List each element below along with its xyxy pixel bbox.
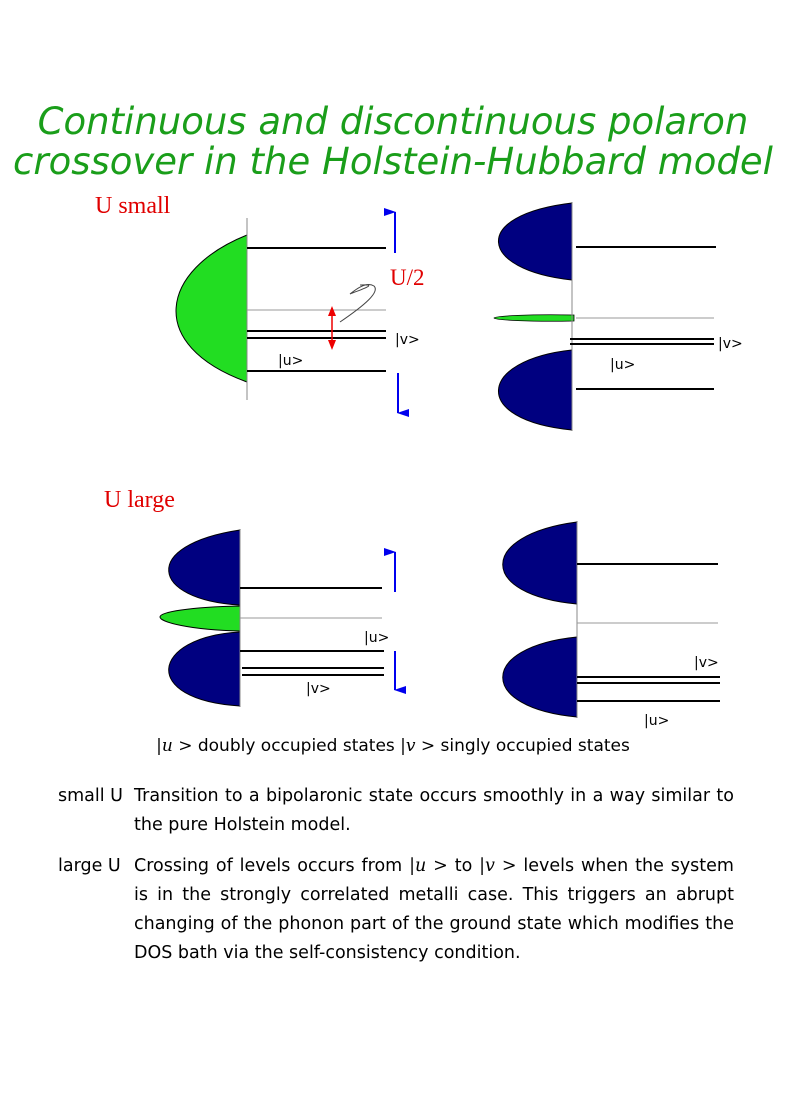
caption-u-ket: |u > [156,736,193,756]
blue-dos-lower [169,632,240,706]
definition-text-before: Crossing of levels occurs from [134,856,410,876]
definition-text-after: levels when the system is in the strongly correlated metalli case. This triggers an abrupt changing of the phonon part of the ground state which modifies the DOS bath via the self-consistency condition. [134,856,734,963]
diagram-large-u-left [160,530,395,706]
label-u-half: U/2 [390,265,425,290]
label-ket-u: |u> [364,630,390,646]
caption-v-text: singly occupied states [435,736,630,756]
definition-term: large U [58,856,121,876]
blue-dos-lower [503,637,577,717]
red-double-arrow [328,306,336,350]
green-dos-middle [160,606,240,631]
diagram-large-u-right [503,522,720,729]
u-half-pointer [340,285,375,322]
section-label-u-small: U small [95,193,171,219]
green-dos-sliver [494,315,574,322]
slide-title-line-2: crossover in the Holstein-Hubbard model [13,140,773,183]
definition-small-u [58,782,734,840]
label-ket-v: |v> [694,655,719,671]
slide-title-line-1: Continuous and discontinuous polaron [37,100,749,143]
definition-term: small U [58,786,123,806]
diagram-small-u-right [494,203,743,430]
label-ket-u: |u> [610,357,636,373]
caption-u-text: doubly occupied states [192,736,401,756]
blue-dos-lower [498,350,572,430]
blue-dos-upper [498,203,572,280]
diagram-small-u-left [176,212,424,413]
definition-text [134,852,734,968]
label-ket-v: |v> [306,681,331,697]
definition-list [58,782,734,980]
section-label-u-large: U large [104,487,175,513]
label-ket-u: |u> [278,353,304,369]
label-ket-v: |v> [395,332,420,348]
definition-v-ket: |v > [479,856,517,876]
caption-v-ket: |v > [400,736,436,756]
label-ket-u: |u> [644,713,670,729]
definition-large-u [58,852,734,968]
label-ket-v: |v> [718,336,743,352]
figure-caption [0,736,786,756]
definition-text-mid: to [447,856,480,876]
definition-u-ket: |u > [409,856,448,876]
green-dos-shape [176,235,247,382]
definition-text: Transition to a bipolaronic state occurs smoothly in a way similar to the pure Holstein model. [134,786,734,835]
blue-dos-upper [169,530,240,605]
blue-dos-upper [503,522,577,604]
